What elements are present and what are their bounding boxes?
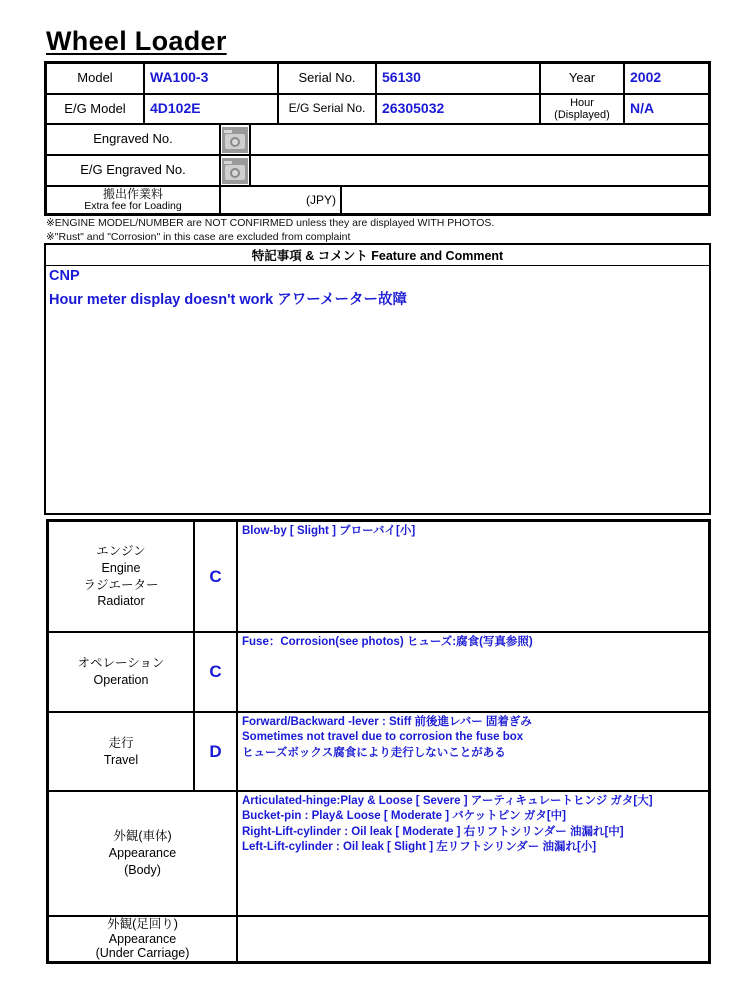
travel-grade: D: [194, 712, 237, 791]
serial-value: 56130: [376, 63, 540, 94]
eg-model-value: 4D102E: [144, 94, 278, 124]
feature-line-1: CNP: [49, 268, 80, 284]
inspection-table: [46, 519, 711, 964]
radiator-label-en: Radiator: [97, 594, 145, 609]
appearance-under-label-jp: 外観(足回り): [107, 917, 178, 932]
operation-label-en: Operation: [93, 673, 149, 687]
feature-header: 特記事項 & コメント Feature and Comment: [46, 245, 709, 266]
year-label: Year: [540, 63, 624, 94]
travel-label-en: Travel: [103, 752, 139, 767]
engine-label-en: Engine: [101, 560, 141, 575]
operation-grade: C: [194, 632, 237, 712]
loading-fee-currency: (JPY): [220, 186, 341, 214]
appearance-body-label-sub: (Body): [124, 862, 161, 877]
loading-fee-value: [341, 186, 709, 214]
model-label: Model: [46, 63, 144, 94]
hour-label-line1: Hour: [570, 96, 594, 109]
appearance-desc-line: Bucket-pin : Play& Loose [ Moderate ] バケットピン ガタ[中]: [242, 810, 567, 823]
travel-desc-line: Sometimes not travel due to corrosion the fuse box: [242, 731, 524, 744]
engine-label-jp: エンジン: [96, 543, 146, 558]
eg-serial-label: E/G Serial No.: [278, 94, 376, 124]
year-value: 2002: [624, 63, 709, 94]
hour-value: N/A: [624, 94, 709, 124]
engine-grade: C: [194, 521, 237, 632]
appearance-desc-line: Left-Lift-cylinder : Oil leak [ Slight ] 左リフトシリンダー 油漏れ[小]: [242, 840, 597, 853]
operation-label-jp: オペレーション: [77, 656, 165, 671]
eg-engraved-value: [250, 155, 709, 186]
engraved-photo-cell[interactable]: [220, 124, 250, 155]
engraved-label: Engraved No.: [46, 124, 220, 155]
loading-fee-label-en: Extra fee for Loading: [84, 199, 182, 212]
engine-desc-line: Blow-by [ Slight ] ブローバイ[小]: [242, 525, 416, 537]
operation-label: [48, 632, 194, 712]
hour-label: [540, 94, 624, 124]
travel-description: [237, 712, 709, 791]
travel-desc-line: Forward/Backward -lever : Stiff 前後進レバー 固着ぎみ: [242, 716, 532, 728]
travel-label: [48, 712, 194, 791]
radiator-label-jp: ラジエーター: [83, 577, 159, 592]
page-title: Wheel Loader: [46, 26, 227, 56]
appearance-body-label-en: Appearance: [108, 846, 177, 861]
eg-engraved-photo-cell[interactable]: [220, 155, 250, 186]
operation-description: [237, 632, 709, 712]
feature-comment-box: [44, 243, 711, 515]
travel-desc-line: ヒューズボックス腐食により走行しないことがある: [242, 746, 506, 759]
appearance-body-label: [48, 791, 237, 916]
eg-model-label: E/G Model: [46, 94, 144, 124]
feature-line-2: Hour meter display doesn't work アワーメーター故障: [49, 292, 408, 308]
engraved-value: [250, 124, 709, 155]
serial-label: Serial No.: [278, 63, 376, 94]
spec-table: [44, 61, 711, 216]
camera-icon[interactable]: [222, 158, 248, 184]
eg-engraved-label: E/G Engraved No.: [46, 155, 220, 186]
appearance-under-label-sub: (Under Carriage): [95, 946, 190, 961]
appearance-under-label-en: Appearance: [108, 931, 177, 946]
model-value: WA100-3: [144, 63, 278, 94]
appearance-under-label: [48, 916, 237, 962]
note-engine-confirm: ※ENGINE MODEL/NUMBER are NOT CONFIRMED unless they are displayed WITH PHOTOS.: [46, 217, 495, 229]
appearance-body-description: [237, 791, 709, 916]
eg-serial-value: 26305032: [376, 94, 540, 124]
camera-icon[interactable]: [222, 127, 248, 153]
travel-label-jp: 走行: [108, 735, 134, 750]
appearance-body-label-jp: 外観(車体): [113, 829, 172, 844]
note-rust: ※"Rust" and "Corrosion" in this case are excluded from complaint: [46, 231, 351, 243]
appearance-desc-line: Articulated-hinge:Play & Loose [ Severe ] アーティキュレートヒンジ ガタ[大]: [242, 795, 653, 807]
loading-fee-label-jp: 搬出作業料: [102, 187, 163, 202]
engine-description: [237, 521, 709, 632]
appearance-desc-line: Right-Lift-cylinder : Oil leak [ Moderate ] 右リフトシリンダー 油漏れ[中]: [242, 825, 624, 838]
operation-desc-line: Fuse：Corrosion(see photos) ヒューズ:腐食(写真参照): [242, 636, 533, 648]
engine-label: [48, 521, 194, 632]
appearance-under-description: [237, 916, 709, 962]
loading-fee-label: [46, 186, 220, 214]
hour-label-line2: (Displayed): [554, 109, 610, 121]
